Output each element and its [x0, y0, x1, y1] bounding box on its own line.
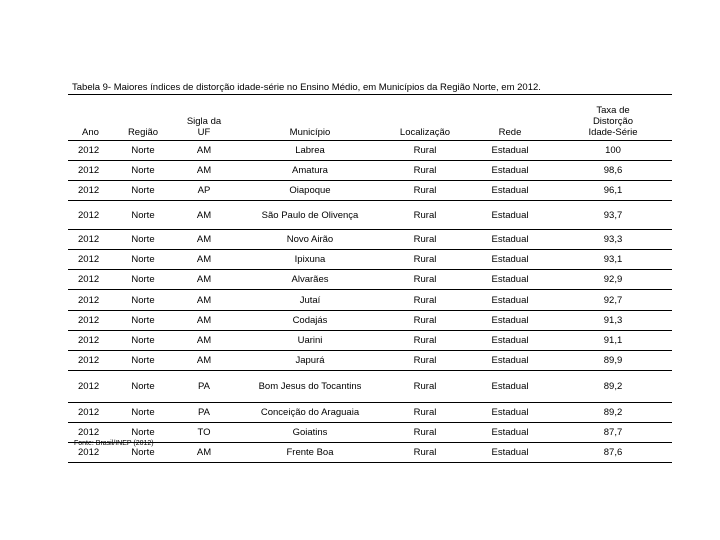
cell-sigla-uf: PA — [198, 407, 210, 418]
table-row — [68, 201, 672, 230]
cell-localizacao: Rural — [413, 165, 437, 176]
cell-rede: Estadual — [491, 145, 529, 156]
cell-regiao: Norte — [131, 335, 155, 346]
header-localizacao: Localização — [399, 127, 451, 138]
cell-sigla-uf: AM — [196, 447, 212, 458]
cell-municipio: Labrea — [295, 145, 325, 156]
table-header-row — [68, 95, 672, 141]
cell-ano: 2012 — [78, 145, 100, 156]
table-row — [68, 250, 672, 270]
table-row — [68, 181, 672, 201]
cell-sigla-uf: AM — [196, 274, 212, 285]
cell-regiao: Norte — [131, 294, 155, 306]
cell-regiao: Norte — [131, 165, 155, 176]
cell-rede: Estadual — [491, 355, 529, 366]
cell-taxa: 91,3 — [603, 315, 623, 326]
cell-localizacao: Rural — [413, 234, 437, 245]
distortion-table — [68, 94, 672, 463]
header-ano: Ano — [82, 127, 99, 138]
cell-sigla-uf: AM — [196, 355, 212, 366]
cell-rede: Estadual — [491, 315, 529, 326]
cell-localizacao: Rural — [413, 185, 437, 196]
table-row — [68, 423, 672, 443]
table-row — [68, 351, 672, 371]
cell-regiao: Norte — [131, 427, 155, 438]
table-row — [68, 270, 672, 290]
cell-taxa: 89,2 — [603, 407, 623, 418]
cell-municipio: Ipixuna — [294, 254, 326, 265]
cell-localizacao: Rural — [413, 315, 437, 326]
cell-municipio: Codajás — [292, 315, 328, 326]
cell-localizacao: Rural — [413, 447, 437, 458]
table-row — [68, 443, 672, 463]
cell-ano: 2012 — [78, 274, 100, 285]
header-municipio: Município — [289, 127, 331, 138]
cell-regiao: Norte — [131, 145, 155, 156]
cell-ano: 2012 — [78, 335, 100, 346]
cell-regiao: Norte — [131, 355, 155, 366]
cell-ano: 2012 — [78, 427, 100, 438]
cell-ano: 2012 — [78, 447, 100, 458]
cell-municipio: Alvarães — [291, 274, 329, 285]
cell-localizacao: Rural — [413, 209, 437, 221]
cell-rede: Estadual — [491, 185, 529, 196]
cell-regiao: Norte — [131, 315, 155, 326]
cell-municipio: Amatura — [292, 165, 328, 176]
cell-rede: Estadual — [491, 294, 529, 306]
cell-localizacao: Rural — [413, 294, 437, 306]
cell-regiao: Norte — [131, 447, 155, 458]
cell-ano: 2012 — [78, 294, 100, 306]
cell-sigla-uf: AM — [196, 165, 212, 176]
table-body — [68, 141, 672, 463]
cell-sigla-uf: AP — [197, 185, 211, 196]
cell-rede: Estadual — [491, 381, 529, 392]
cell-ano: 2012 — [78, 165, 100, 176]
cell-taxa: 87,6 — [603, 447, 623, 458]
cell-sigla-uf: AM — [196, 294, 212, 306]
cell-municipio: Uarini — [297, 335, 323, 346]
cell-localizacao: Rural — [413, 381, 437, 392]
cell-municipio: Novo Airão — [286, 234, 334, 245]
cell-sigla-uf: PA — [198, 381, 210, 392]
cell-regiao: Norte — [131, 185, 155, 196]
cell-taxa: 93,3 — [603, 234, 623, 245]
table-row — [68, 311, 672, 331]
cell-rede: Estadual — [491, 165, 529, 176]
cell-localizacao: Rural — [413, 427, 437, 438]
cell-ano: 2012 — [78, 234, 100, 245]
cell-ano: 2012 — [78, 209, 100, 221]
table-row — [68, 371, 672, 403]
cell-taxa: 100 — [605, 145, 621, 156]
cell-taxa: 87,7 — [603, 427, 623, 438]
cell-rede: Estadual — [491, 209, 529, 221]
table-row — [68, 403, 672, 423]
cell-sigla-uf: AM — [196, 254, 212, 265]
header-sigla-uf: Sigla da UF — [186, 116, 222, 138]
cell-taxa: 91,1 — [603, 335, 623, 346]
cell-taxa: 93,7 — [603, 209, 623, 221]
cell-municipio: São Paulo de Olivença — [261, 209, 359, 221]
cell-localizacao: Rural — [413, 254, 437, 265]
cell-rede: Estadual — [491, 427, 529, 438]
cell-regiao: Norte — [131, 407, 155, 418]
cell-regiao: Norte — [131, 209, 155, 221]
table-row — [68, 161, 672, 181]
cell-ano: 2012 — [78, 355, 100, 366]
header-taxa-distorcao: Taxa de Distorção Idade-Série — [588, 105, 638, 138]
source-note: Fonte: Brasil/INEP (2012) — [74, 440, 154, 447]
cell-ano: 2012 — [78, 407, 100, 418]
cell-ano: 2012 — [78, 315, 100, 326]
cell-localizacao: Rural — [413, 335, 437, 346]
cell-ano: 2012 — [78, 381, 100, 392]
cell-localizacao: Rural — [413, 145, 437, 156]
cell-taxa: 89,2 — [603, 381, 623, 392]
cell-municipio: Oiapoque — [289, 185, 331, 196]
cell-municipio: Conceição do Araguaia — [260, 407, 360, 418]
cell-rede: Estadual — [491, 447, 529, 458]
cell-sigla-uf: AM — [196, 145, 212, 156]
table-row — [68, 290, 672, 311]
cell-municipio: Japurá — [295, 355, 325, 366]
cell-regiao: Norte — [131, 381, 155, 392]
cell-taxa: 92,9 — [603, 274, 623, 285]
cell-sigla-uf: AM — [196, 209, 212, 221]
cell-rede: Estadual — [491, 335, 529, 346]
table-row — [68, 141, 672, 161]
cell-localizacao: Rural — [413, 274, 437, 285]
cell-taxa: 93,1 — [603, 254, 623, 265]
cell-rede: Estadual — [491, 274, 529, 285]
table-row — [68, 331, 672, 351]
cell-municipio: Jutaí — [299, 294, 321, 306]
cell-municipio: Bom Jesus do Tocantins — [258, 381, 362, 392]
cell-localizacao: Rural — [413, 355, 437, 366]
cell-municipio: Frente Boa — [286, 447, 334, 458]
cell-taxa: 98,6 — [603, 165, 623, 176]
cell-rede: Estadual — [491, 407, 529, 418]
cell-regiao: Norte — [131, 254, 155, 265]
cell-regiao: Norte — [131, 234, 155, 245]
cell-municipio: Goiatins — [292, 427, 328, 438]
cell-sigla-uf: TO — [197, 427, 211, 438]
cell-taxa: 92,7 — [603, 294, 623, 306]
cell-rede: Estadual — [491, 234, 529, 245]
header-regiao: Região — [127, 127, 159, 138]
cell-localizacao: Rural — [413, 407, 437, 418]
cell-ano: 2012 — [78, 185, 100, 196]
cell-sigla-uf: AM — [196, 234, 212, 245]
cell-sigla-uf: AM — [196, 335, 212, 346]
cell-taxa: 89,9 — [603, 355, 623, 366]
cell-taxa: 96,1 — [603, 185, 623, 196]
cell-rede: Estadual — [491, 254, 529, 265]
header-rede: Rede — [498, 127, 522, 138]
cell-ano: 2012 — [78, 254, 100, 265]
table-caption: Tabela 9- Maiores índices de distorção idade-série no Ensino Médio, em Municípios da Região Norte, em 2012. — [72, 82, 541, 93]
cell-regiao: Norte — [131, 274, 155, 285]
table-row — [68, 230, 672, 250]
cell-sigla-uf: AM — [196, 315, 212, 326]
